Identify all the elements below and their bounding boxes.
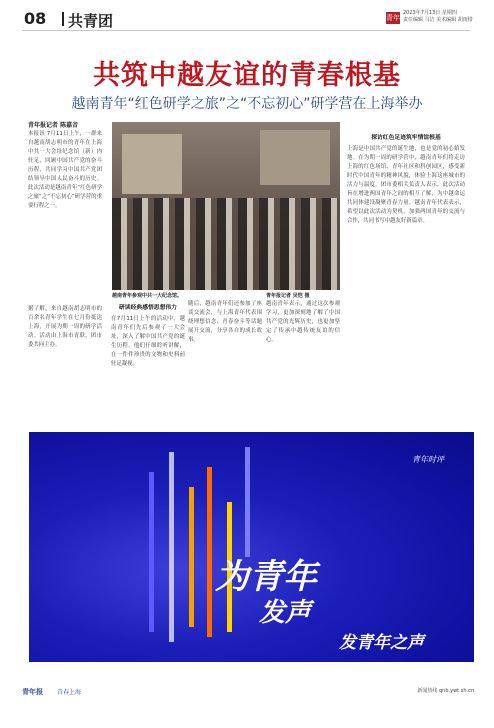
article-column-2: 研读经典感悟思想伟力 在7月11日上午的活动中，越南青年们先后参观了一大会址，深入了解中国共产党的诞生历程。他们仔细聆听讲解，在一件件珍贵的文物和史料前驻足凝视。 — [111, 305, 185, 367]
article-title: 共筑中越友谊的青春根基 — [93, 60, 401, 91]
article-column-1: 本报讯 7月11日上午，一群来自越南胡志明市的青年在上海中共一大会址纪念馆（新）内驻足，回顾中国共产党的奋斗历程，共同学习中国共产党团结领导中国人民奋斗的历史。此次活动是越南青年“红色研学之旅”之“不忘初心”研学营的重要行程之一。 — [28, 131, 102, 209]
footer-contact: 新闻热线 qnb.ywt.sh.cn — [417, 688, 474, 694]
section-name: 共青团 — [68, 12, 114, 30]
newspaper-logo: 青年报 — [386, 14, 400, 34]
page-header — [10, 8, 484, 32]
poster-title-line2: 发声 — [259, 598, 312, 628]
photo-credit: 青年报记者 吴恺 摄 — [266, 293, 310, 299]
header-rule — [22, 30, 470, 31]
article-subtitle: 越南青年“红色研学之旅”之“不忘初心”研学营在上海举办 — [71, 96, 423, 112]
byline: 青年报记者 陈嘉音 — [28, 122, 79, 129]
poster-bar — [149, 472, 154, 632]
poster-bar — [245, 447, 250, 557]
page-number: 08 — [24, 9, 47, 28]
article-column-right: 探访红色足迹筑牢情谊根基 上海是中国共产党的诞生地，也是党的初心始发地。在为期一周的研学营中，越南青年们将走访上海的红色场馆、青年社区和科创园区，感受新时代中国青年的精神风貌，体验上海这座城市的活力与温度。团市委相关负责人表示，此次活动旨在增进两国青年之间的相互了解，为中越命运共同体建设凝聚青春力量。越南青年代表表示，希望以此次活动为契机，加强两国青年的交流与合作，共同书写中越友好新篇章。 — [347, 135, 465, 224]
section-heading: 探访红色足迹筑牢情谊根基 — [371, 135, 441, 141]
poster-title: 为青年 — [215, 557, 317, 597]
poster-bar — [189, 487, 194, 627]
photo-caption: 越南青年参观中共一大纪念馆。 — [112, 293, 183, 299]
poster-bar — [207, 467, 212, 637]
promo-poster — [29, 432, 474, 662]
footer-logo: 青年报 — [22, 688, 43, 696]
poster-bar — [169, 452, 174, 642]
page-footer — [22, 687, 474, 703]
article-photo — [112, 122, 340, 290]
article-column-3: 随后，越南青年们还参加了座谈交流会，与上海青年代表围绕理想信念、青春奋斗等话题展开交流，分享各自的成长故事。 — [188, 301, 262, 343]
footer-brand: 青春上海 — [57, 689, 82, 696]
photo-exhibit-wall — [260, 130, 330, 185]
poster-slogan: 发青年之声 — [339, 633, 424, 653]
poster-logo: 青年时评 — [412, 455, 444, 464]
photo-crowd — [112, 198, 340, 290]
photo-exhibit-wall — [122, 134, 182, 194]
article-column-left-lower: 据了解，来自越南胡志明市的百余名青年学生在七月份抵达上海，开展为期一周的研学活动。活动由上海市青联、团市委共同主办。 — [28, 306, 102, 348]
section-heading: 研读经典感悟思想伟力 — [119, 305, 177, 311]
header-date: 2023年7月13日 星期四 责任编辑 马洁 美术编辑 胡雨惜 — [403, 10, 473, 23]
article-column-4: 越南青年表示，通过这次参观学习，更加深刻地了解了中国共产党的光辉历史，也更加坚定了传承中越传统友谊的信心。 — [266, 301, 340, 343]
header-divider — [62, 12, 64, 26]
